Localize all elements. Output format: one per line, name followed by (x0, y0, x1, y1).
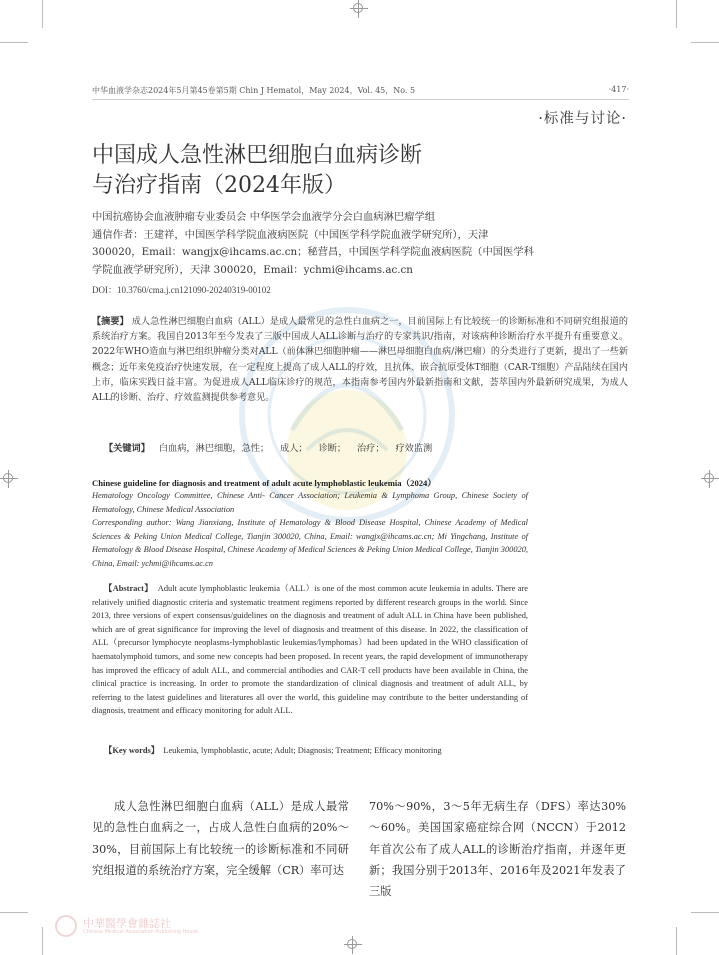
keywords-label: 【关键词】 (104, 443, 150, 454)
header-rule (92, 99, 629, 100)
english-author-block (92, 489, 528, 571)
english-organizations: Hematology Oncology Committee, Chinese Anti- Cancer Association; Leukemia & Lymphoma Group, Chinese Society of Hematology, Chinese Medical Association (92, 491, 528, 514)
section-tag: ·标准与讨论· (538, 111, 627, 127)
title-line: 中国成人急性淋巴细胞白血病诊断 (92, 143, 423, 168)
running-head-left: 中华血液学杂志2024年5月第45卷第5期 Chin J Hematol，May 2024，Vol. 45，No. 5 (92, 86, 416, 95)
english-keywords (92, 744, 528, 758)
abstract-text: 成人急性淋巴细胞白血病（ALL）是成人最常见的急性白血病之一，目前国际上有比较统一的诊断标准和不同研究组报道的系统治疗方案。我国自2013年至今发表了三版中国成人ALL诊断与治疗的专家共识/指南，对该病种诊断治疗水平提升有重要意义。2022年WHO造血与淋巴组织肿瘤分类对ALL（前体淋巴细胞肿瘤——淋巴母细胞白血病/淋巴瘤）的分类进行了更新，提出了一些新概念；近年来免疫治疗快速发展，在一定程度上提高了成人ALL的疗效，且抗体、嵌合抗原受体T细胞（CAR-T细胞）产品陆续在国内上市，临床实践日益丰富。为促进成人ALL临床诊疗的规范，本指南参考国内外最新指南和文献，荟萃国内外最新研究成果，为成人ALL的诊断、治疗、疗效监测提供参考意见。 (92, 317, 628, 404)
keyword: 白血病，淋巴细胞，急性； (158, 443, 270, 454)
title-line: 与治疗指南（2024年版） (92, 173, 346, 198)
chinese-keywords (104, 440, 440, 454)
crop-mark-bottom (344, 936, 362, 954)
english-keywords-text: Leukemia, lymphoblastic, acute; Adult; Diagnosis; Treatment; Efficacy monitoring (163, 746, 442, 755)
trim-line (691, 912, 719, 913)
english-corresponding-authors: Corresponding author: Wang Jianxiang, Institute of Hematology & Blood Disease Hospital, Chinese Academy of Medical Sciences & Peking Union Medical College, Tianjin 300020, China, Email: wangjx@ihcams.ac.cn; Mi Yingchang, Institute of Hematology & Blood Disease Hospital, Chinese Academy of Medical Sciences & Peking Union Medical College, Tianjin 300020, China, Email: ychmi@ihcams.ac.cn (92, 518, 528, 568)
page-number: ·417· (608, 85, 629, 94)
body-column-right: 70%～90%，3～5年无病生存（DFS）率达30%～60%。美国国家癌症综合网（NCCN）于2012年首次公布了成人ALL的诊断治疗指南，并逐年更新；我国分别于2013年、2016年及2021年发表了三版 (369, 800, 626, 899)
trim-line (42, 0, 43, 28)
crop-mark-left (0, 470, 18, 488)
trim-line (691, 42, 719, 43)
crop-mark-top (350, 0, 368, 18)
keyword: 治疗； (357, 443, 385, 454)
publisher-name: 中華醫學會雜誌社 (83, 917, 171, 930)
article-title (92, 141, 422, 201)
author-block (92, 209, 628, 279)
publisher-logo (55, 913, 255, 941)
trim-line (42, 927, 43, 955)
keyword: 诊断； (318, 443, 347, 454)
publisher-name-en: Chinese Medical Association Publishing House (83, 929, 199, 935)
english-abstract-text: Adult acute lymphoblastic leukemia（ALL）is one of the most common acute leukemia in adults. There are relatively unified diagnostic criteria and systematic treatment regimens reported by different research groups in the world. Since 2013, three versions of expert consensus/guidelines on the diagnosis and treatment of adult ALL in China have been published, which are of great significance for improving the level of diagnosis and treatment of this disease. In 2022, the classification of ALL（precursor lymphocyte neoplasms-lymphoblastic leukemias/lymphomas）had been updated in the WHO classification of haematolymphoid tumors, and some new concepts had been proposed. In recent years, the rapid development of immunotherapy has improved the efficacy of adult ALL, and commercial antibodies and CAR-T cell products have been available in China, the clinical practice is increasing. In order to promote the standardization of clinical diagnosis and treatment of adult ALL, by referring to the latest guidelines and literatures all over the world, this guideline may contribute to the better understanding of diagnosis, treatment and efficacy monitoring for adult ALL. (92, 584, 528, 716)
running-head (92, 85, 629, 97)
english-title: Chinese guideline for diagnosis and treatment of adult acute lymphoblastic leukemia（2024） (92, 478, 436, 488)
author-organizations: 中国抗癌协会血液肿瘤专业委员会 中华医学会血液学分会白血病淋巴瘤学组 (92, 211, 436, 223)
trim-line (0, 912, 28, 913)
corresponding-author-line: 通信作者：王建祥，中国医学科学院血液病医院（中国医学科学院血液学研究所），天津 (92, 228, 489, 241)
crop-mark-right (701, 470, 719, 488)
trim-line (676, 927, 677, 955)
trim-line (676, 0, 677, 28)
chinese-abstract (92, 314, 628, 406)
english-abstract-label: 【Abstract】 (104, 584, 153, 593)
english-keywords-label: 【Key words】 (104, 746, 160, 755)
doi: DOI：10.3760/cma.j.cn121090-20240319-00102 (92, 285, 271, 295)
body-column-left: 成人急性淋巴细胞白血病（ALL）是成人最常见的急性白血病之一，占成人急性白血病的20%～30%，目前国际上有比较统一的诊断标准和不同研究组报道的系统治疗方案，完全缓解（CR）率可达 (92, 800, 349, 877)
corresponding-author-line: 学院血液学研究所），天津 300020，Email：ychmi@ihcams.ac.cn (92, 263, 413, 276)
publisher-seal-icon (55, 915, 77, 937)
trim-line (0, 42, 28, 43)
keyword: 成人； (280, 443, 308, 454)
abstract-label: 【摘要】 (92, 316, 129, 327)
keyword: 疗效监测 (395, 443, 433, 454)
english-abstract (92, 582, 528, 718)
corresponding-author-line: 300020，Email：wangjx@ihcams.ac.cn；秘营昌，中国医学科学院血液病医院（中国医学科 (92, 246, 534, 258)
